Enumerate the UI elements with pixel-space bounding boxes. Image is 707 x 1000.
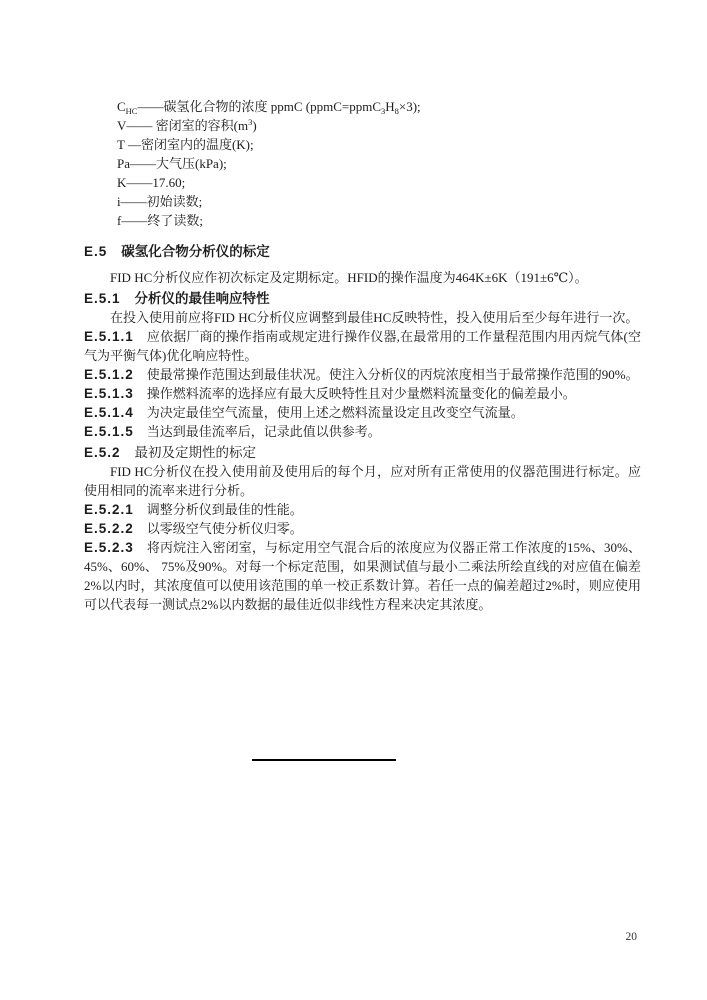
paragraph-e5: FID HC分析仪应作初次标定及定期标定。HFID的操作温度为464K±6K（191±6℃）。 (110, 270, 588, 285)
clause-e5-1-3 (84, 384, 641, 403)
definition-k: K——17.60; (117, 175, 186, 190)
definition-v (117, 116, 641, 135)
subscript: 8 (394, 106, 399, 116)
clause-e5-1-1 (84, 327, 641, 365)
definition-text: ×3); (398, 99, 421, 114)
section-number: E.5 (84, 244, 108, 259)
clause-text: 使最常操作范围达到最佳状况。使注入分析仪的丙烷浓度相当于最常操作范围的90%。 (146, 367, 639, 382)
section-title: 碳氢化合物分析仪的标定 (121, 244, 270, 259)
clause-e5-2-3 (84, 538, 641, 614)
subscript: 3 (381, 106, 386, 116)
footnote-divider (252, 759, 396, 761)
definition-text: H (385, 99, 395, 114)
page-content (84, 97, 641, 614)
clause-e5-1-5 (84, 422, 641, 441)
clause-text: 为决定最佳空气流量，使用上述之燃料流量设定且改变空气流量。 (146, 405, 524, 420)
definition-f: f——终了读数; (117, 213, 203, 228)
clause-e5-1-2 (84, 365, 641, 384)
clause-text: 以零级空气使分析仪归零。 (146, 521, 303, 536)
clause-number: E.5.2.1 (84, 502, 134, 517)
section-heading-e5-1 (84, 289, 641, 308)
definition-text: —— 密闭室的容积(m (126, 118, 249, 133)
clause-number: E.5.1.1 (84, 329, 134, 344)
section-title: 最初及定期性的标定 (134, 445, 257, 460)
clause-number: E.5.1.5 (84, 424, 134, 439)
section-heading-e5 (84, 242, 641, 261)
section-number: E.5.2 (84, 445, 121, 460)
section-title: 分析仪的最佳响应特性 (134, 291, 270, 306)
clause-e5-1-4 (84, 403, 641, 422)
page-number: 20 (625, 931, 637, 943)
definition-i: i——初始读数; (117, 194, 203, 209)
subscript: HC (125, 106, 138, 116)
clause-text: 调整分析仪到最佳的性能。 (146, 502, 303, 517)
paragraph-e5-2: FID HC分析仪在投入使用前及使用后的每个月，应对所有正常使用的仪器范围进行标定。应使用相同的流率来进行分析。 (84, 464, 641, 498)
superscript: 3 (248, 117, 253, 127)
clause-text: 将丙烷注入密闭室，与标定用空气混合后的浓度应为仪器正常工作浓度的15%、30%、45%、60%、 75%及90%。对每一个标定范围，如果测试值与最小二乘法所绘直线的对应值在偏差2%以内时，其浓度值可以使用该范围的单一校正系数计算。若任一点的偏差超过2%时，则应使用可以代表每一测试点2%以内数据的最佳近似非线性方程来决定其浓度。 (84, 540, 641, 612)
definition-text: ——碳氢化合物的浓度 ppmC (ppmC=ppmC (137, 99, 381, 114)
definition-t: T —密闭室内的温度(K); (117, 137, 254, 152)
clause-number: E.5.2.2 (84, 521, 134, 536)
clause-e5-2-1 (84, 500, 641, 519)
clause-number: E.5.1.3 (84, 386, 134, 401)
section-heading-e5-2 (84, 443, 641, 462)
clause-number: E.5.2.3 (84, 540, 134, 555)
definition-pa: Pa——大气压(kPa); (117, 156, 227, 171)
definition-symbol: V (117, 118, 127, 133)
definition-chc (117, 97, 641, 116)
definition-symbol: C (117, 99, 126, 114)
paragraph-e5-1: 在投入使用前应将FID HC分析仪应调整到最佳HC反映特性，投入使用后至少每年进行一次。 (110, 310, 639, 325)
clause-number: E.5.1.4 (84, 405, 134, 420)
clause-text: 当达到最佳流率后，记录此值以供参考。 (146, 424, 381, 439)
section-number: E.5.1 (84, 291, 121, 306)
clause-text: 应依据厂商的操作指南或规定进行操作仪器,在最常用的工作量程范围内用丙烷气体(空气为平衡气体)优化响应特性。 (84, 329, 641, 363)
definition-text: ) (252, 118, 257, 133)
clause-e5-2-2 (84, 519, 641, 538)
clause-number: E.5.1.2 (84, 367, 134, 382)
symbol-definition-list (117, 97, 641, 230)
clause-text: 操作燃料流率的选择应有最大反映特性且对少量燃料流量变化的偏差最小。 (146, 386, 576, 401)
